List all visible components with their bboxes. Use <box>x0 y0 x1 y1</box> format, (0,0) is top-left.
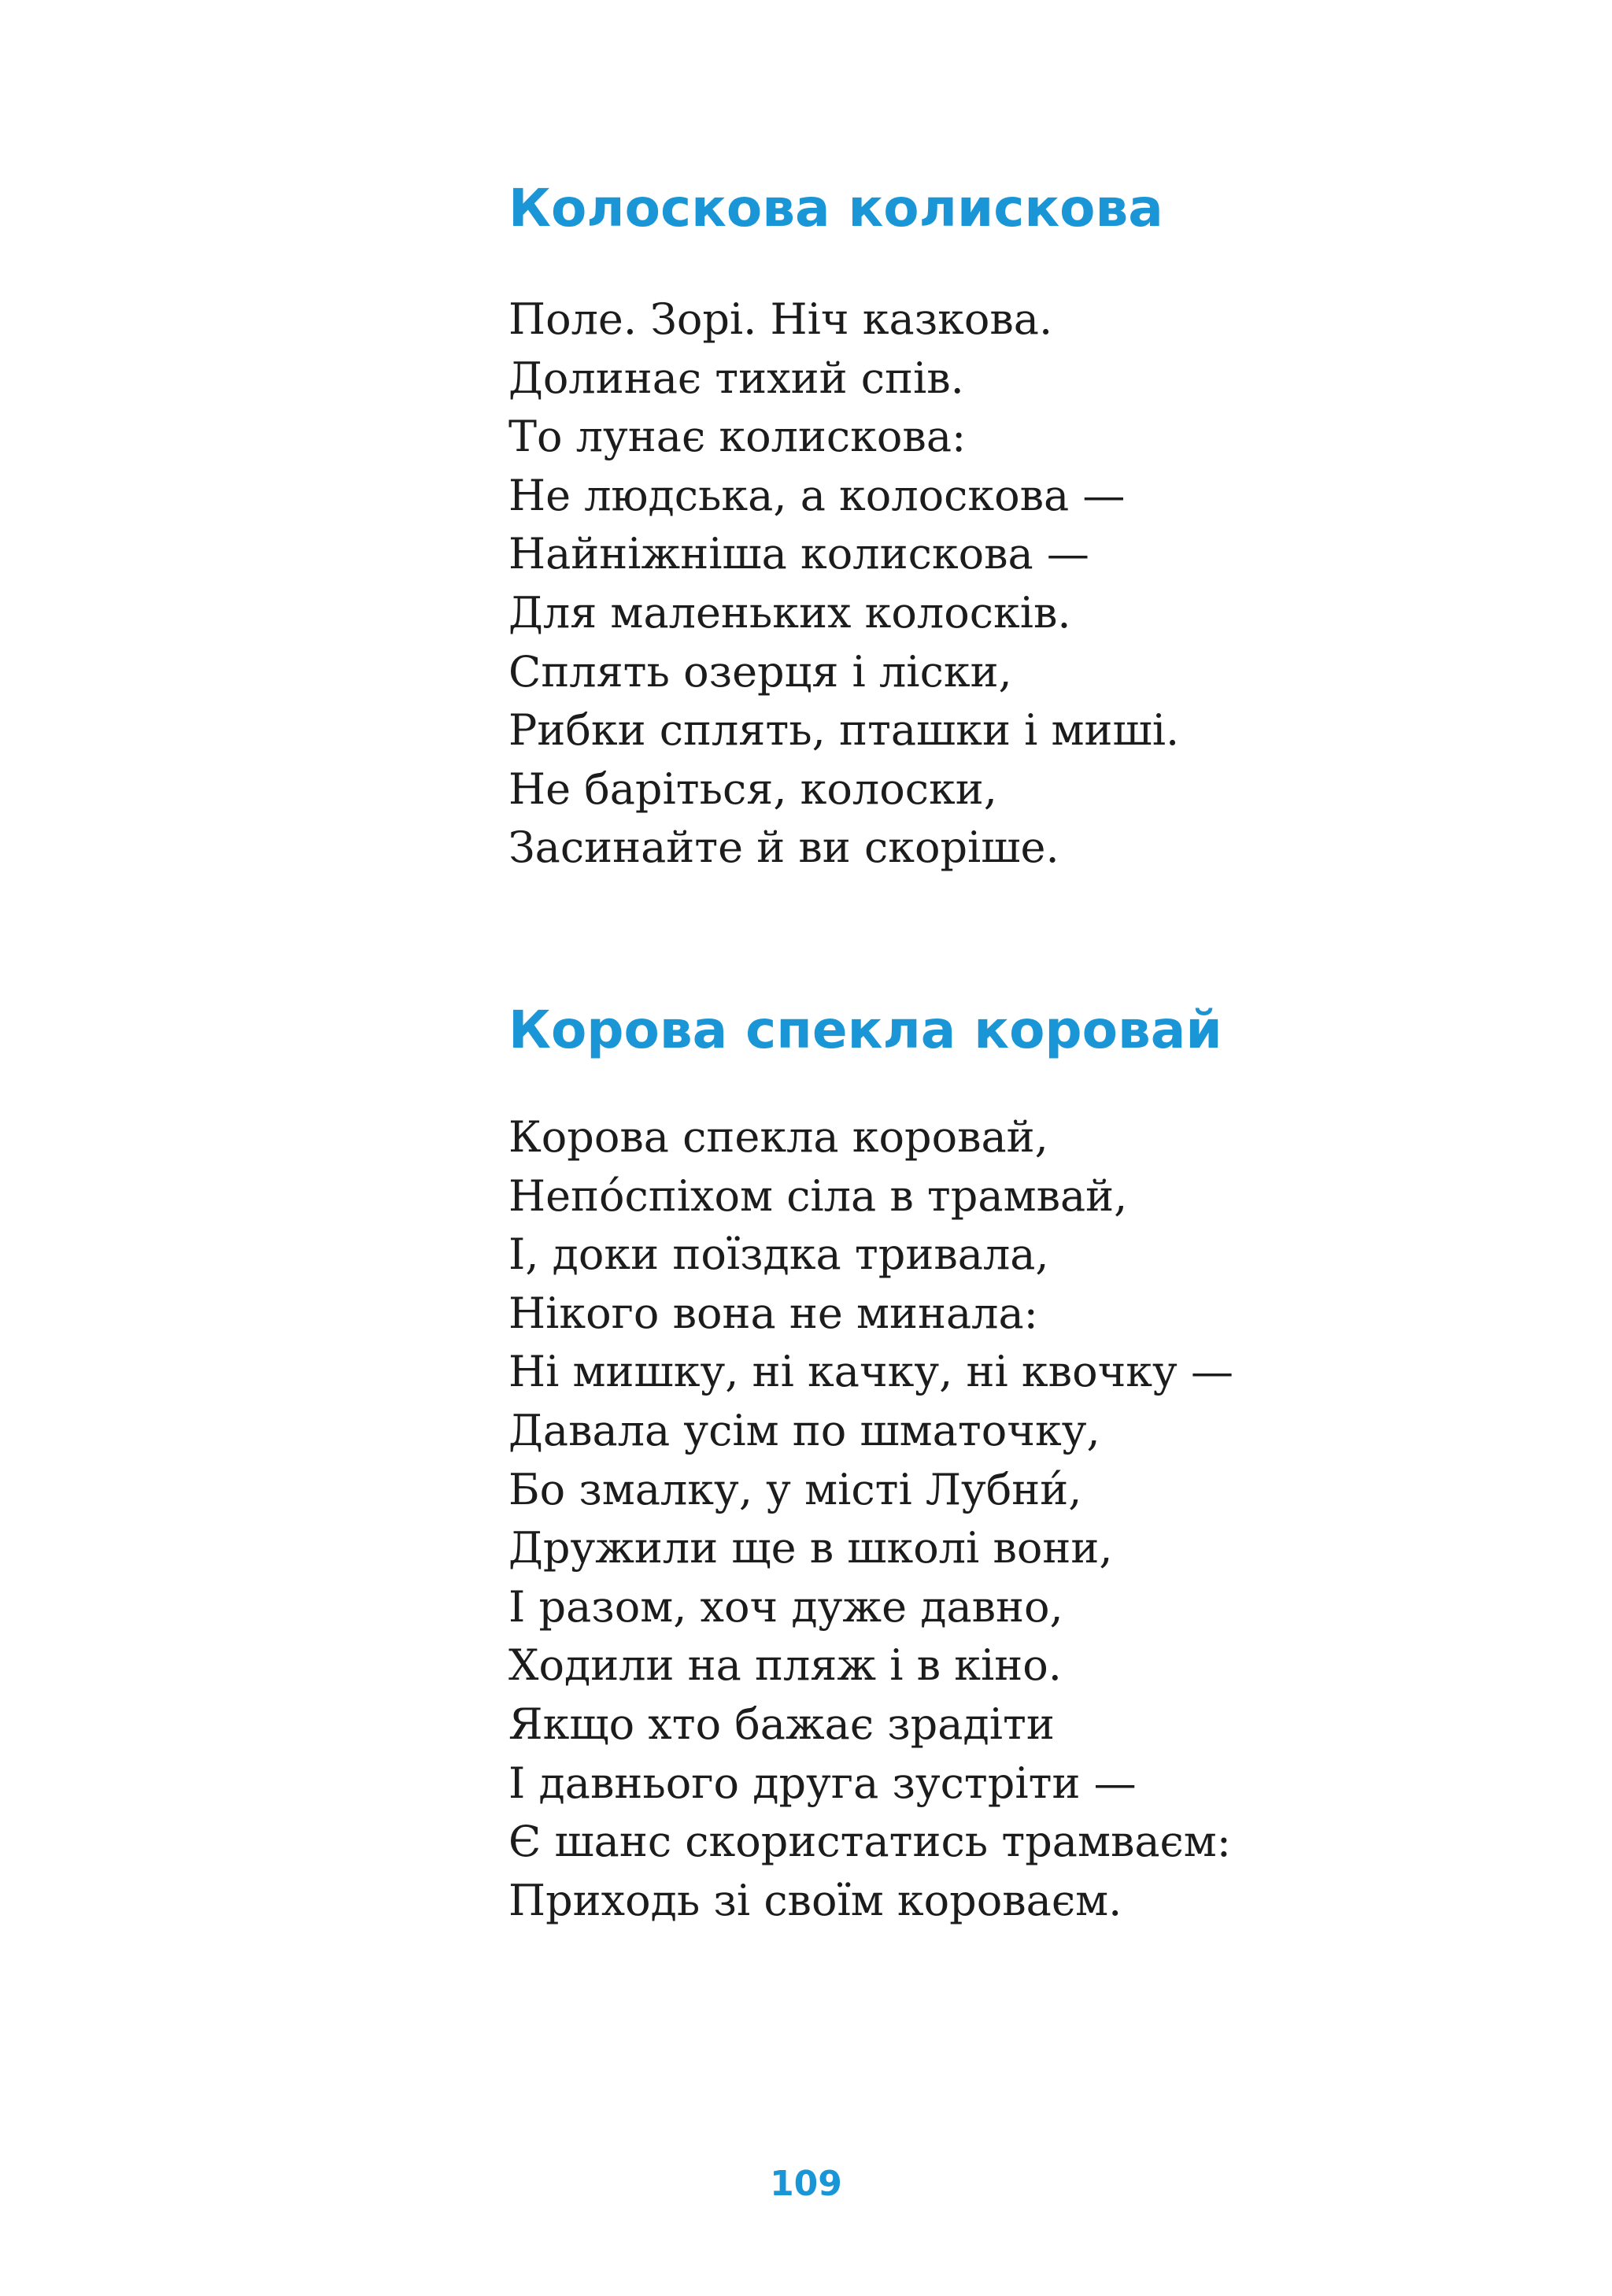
poem-line: Якщо хто бажає зрадіти <box>508 1699 1055 1749</box>
poem-line: Корова спекла коровай, <box>508 1112 1048 1162</box>
poem-line: Ходили на пляж і в кіно. <box>508 1640 1062 1691</box>
poem-kolyskova <box>508 169 1532 878</box>
poem-line: Дружили ще в школі вони, <box>508 1523 1113 1573</box>
poem-line: Ні мишку, ні качку, ні квочку — <box>508 1347 1233 1397</box>
poem-line: І давнього друга зустріти — <box>508 1758 1137 1808</box>
poem-line: Сплять озерця і ліски, <box>508 646 1012 697</box>
poem-line: Непо́спіхом сіла в трамвай, <box>508 1170 1128 1221</box>
poem-title: Корова спекла коровай <box>508 1000 1222 1060</box>
poem-line: То лунає колискова: <box>508 412 967 462</box>
poem-line: Поле. Зорі. Ніч казкова. <box>508 294 1053 344</box>
poem-line: Давала усім по шматочку, <box>508 1405 1100 1455</box>
poem-lines <box>508 1108 1532 1930</box>
poem-line: Є шанс скористатись трамваєм: <box>508 1817 1231 1867</box>
poem-line: Не баріться, колоски, <box>508 763 997 814</box>
poem-line: Найніжніша колискова — <box>508 529 1089 579</box>
poem-line: І, доки поїздка тривала, <box>508 1229 1049 1280</box>
poem-line: Приходь зі своїм короваєм. <box>508 1875 1122 1925</box>
poem-line: Рибки сплять, пташки і миші. <box>508 705 1180 756</box>
poem-line: Засинайте й ви скоріше. <box>508 823 1059 873</box>
poem-line: Нікого вона не минала: <box>508 1288 1038 1338</box>
poem-line: Не людська, а колоскова — <box>508 470 1126 520</box>
page-number: 109 <box>770 2164 842 2204</box>
poem-line: Долинає тихий спів. <box>508 353 964 403</box>
poem-title: Колоскова колискова <box>508 178 1163 238</box>
poem-line: Бо змалку, у місті Лубни́, <box>508 1464 1082 1514</box>
poem-line: І разом, хоч дуже давно, <box>508 1581 1063 1632</box>
poem-line: Для маленьких колосків. <box>508 587 1071 638</box>
poem-korovai <box>508 991 1532 1930</box>
poem-lines <box>508 290 1532 878</box>
